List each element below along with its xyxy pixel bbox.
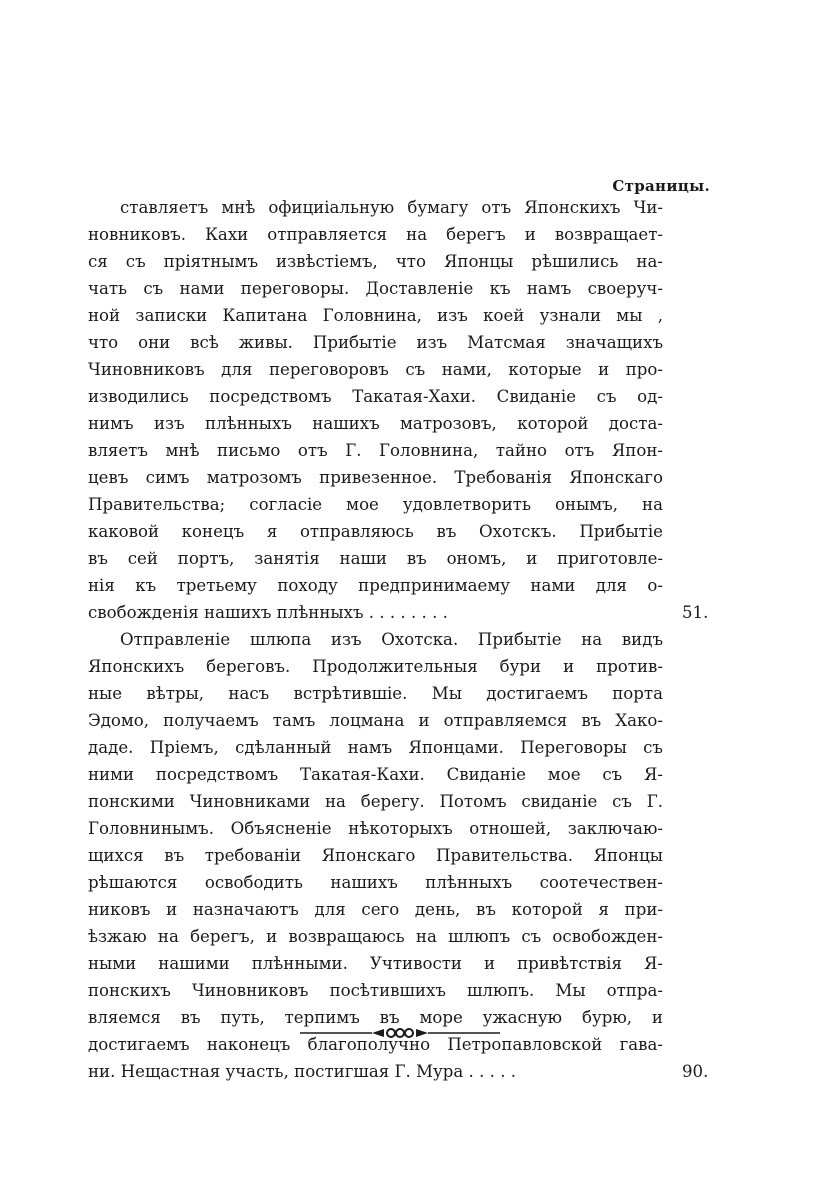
text-line: Правительства; согласіе мое удовлетворить онымъ, на (88, 495, 663, 514)
text-line: что они всѣ живы. Прибытіе изъ Матсмая значащихъ (88, 333, 663, 352)
text-line: изводились посредствомъ Такатая-Хахи. Свиданіе съ од- (88, 387, 663, 406)
text-line: ѣзжаю на берегъ, и возвращаюсь на шлюпъ съ освобожден- (88, 927, 663, 946)
text-line: ся съ пріятнымъ извѣстіемъ, что Японцы рѣшились на- (88, 252, 663, 271)
text-line: щихся въ требованіи Японскаго Правительства. Японцы (88, 846, 663, 865)
text-line: Эдомо, получаемъ тамъ лоцмана и отправляемся въ Хако- (88, 711, 663, 730)
text-line: каковой конецъ я отправляюсь въ Охотскъ. Прибытіе (88, 522, 663, 541)
paragraph-2 (88, 626, 663, 1085)
text-line: никовъ и назначаютъ для сего день, въ которой я при- (88, 900, 663, 919)
text-line: Головнинымъ. Объясненіе нѣкоторыхъ отношей, заключаю- (88, 819, 663, 838)
text-line: нимъ изъ плѣнныхъ нашихъ матрозовъ, которой доста- (88, 414, 663, 433)
text-line: Отправленіе шлюпа изъ Охотска. Прибытіе на видъ (120, 630, 663, 649)
text-line: понскими Чиновниками на берегу. Потомъ свиданіе съ Г. (88, 792, 663, 811)
text-line: нія къ третьему походу предпринимаему нами для о- (88, 576, 663, 595)
text-line: вляемся въ путь, терпимъ въ море ужасную бурю, и (88, 1008, 663, 1027)
text-line: ставляетъ мнѣ официіальную бумагу отъ Японскихъ Чи- (120, 198, 663, 217)
text-line: чать съ нами переговоры. Доставленіе къ намъ своеруч- (88, 279, 663, 298)
ornament-divider-icon (300, 1027, 500, 1039)
text-line: ной записки Капитана Головнина, изъ коей узнали мы , (88, 306, 663, 325)
text-line: свобожденія нашихъ плѣнныхъ . . . . . . . . (88, 603, 448, 622)
text-line: ними посредствомъ Такатая-Кахи. Свиданіе мое съ Я- (88, 765, 663, 784)
paragraph-1 (88, 194, 663, 626)
text-line: ни. Нещастная участь, постигшая Г. Мура . . . . . (88, 1062, 517, 1081)
page-reference-2: 90. (682, 1062, 709, 1081)
text-line: вляетъ мнѣ письмо отъ Г. Головнина, тайно отъ Япон- (88, 441, 663, 460)
page-header-label: Страницы. (612, 177, 710, 195)
page-reference-1: 51. (682, 603, 709, 622)
text-line: Чиновниковъ для переговоровъ съ нами, которые и про- (88, 360, 663, 379)
text-line: цевъ симъ матрозомъ привезенное. Требованія Японскаго (88, 468, 663, 487)
text-line: даде. Пріемъ, сдѣланный намъ Японцами. Переговоры съ (88, 738, 663, 757)
text-line: новниковъ. Кахи отправляется на берегъ и возвращает- (88, 225, 663, 244)
text-line: Японскихъ береговъ. Продолжительныя бури и против- (88, 657, 663, 676)
text-line: достигаемъ наконецъ благополучно Петропавловской гава- (88, 1035, 663, 1054)
text-line: понскихъ Чиновниковъ посѣтившихъ шлюпъ. Мы отпра- (88, 981, 663, 1000)
text-line: ными нашими плѣнными. Учтивости и привѣтствія Я- (88, 954, 663, 973)
text-line: рѣшаются освободить нашихъ плѣнныхъ соотечествен- (88, 873, 663, 892)
text-line: въ сей портъ, занятія наши въ ономъ, и приготовле- (88, 549, 663, 568)
text-line: ные вѣтры, насъ встрѣтившіе. Мы достигаемъ порта (88, 684, 663, 703)
